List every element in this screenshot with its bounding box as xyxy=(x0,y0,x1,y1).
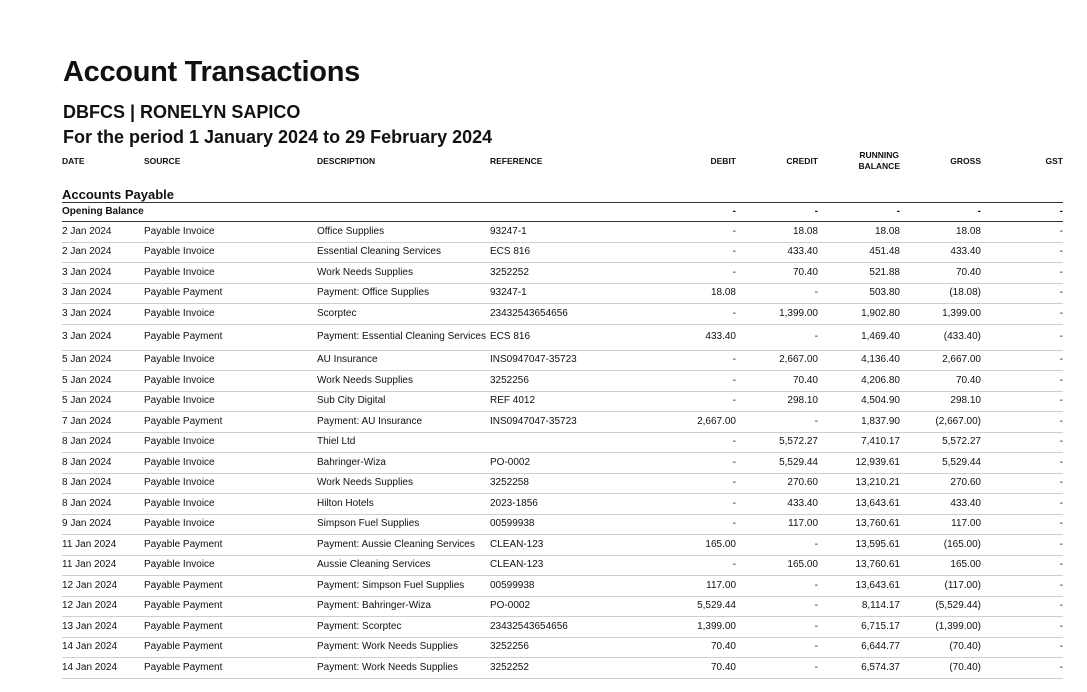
cell-running-balance: 13,643.61 xyxy=(818,576,900,597)
table-row xyxy=(62,596,1063,617)
cell-description: AU Insurance xyxy=(317,350,490,371)
cell-gross: (117.00) xyxy=(900,576,981,597)
cell-gross: (70.40) xyxy=(900,637,981,658)
cell-debit: 165.00 xyxy=(620,535,736,556)
cell-source: Payable Payment xyxy=(144,658,317,679)
cell-credit: 298.10 xyxy=(736,391,818,412)
cell-description: Payment: Work Needs Supplies xyxy=(317,637,490,658)
cell-gst: - xyxy=(981,576,1063,597)
cell-gross: (2,667.00) xyxy=(900,412,981,433)
column-header-description: DESCRIPTION xyxy=(317,155,376,166)
cell-debit: - xyxy=(620,350,736,371)
cell-description: Work Needs Supplies xyxy=(317,371,490,392)
cell-date: 2 Jan 2024 xyxy=(62,222,144,243)
table-row xyxy=(62,473,1063,494)
cell-debit: - xyxy=(620,242,736,263)
table-row xyxy=(62,432,1063,453)
cell-date: 9 Jan 2024 xyxy=(62,514,144,535)
section-title: Accounts Payable xyxy=(62,174,1063,203)
cell-gst: - xyxy=(981,453,1063,474)
cell-gross: (5,529.44) xyxy=(900,596,981,617)
cell-source: Payable Invoice xyxy=(144,371,317,392)
opening-gst: - xyxy=(981,203,1063,222)
cell-date: 5 Jan 2024 xyxy=(62,371,144,392)
cell-running-balance: 1,837.90 xyxy=(818,412,900,433)
cell-reference xyxy=(490,432,620,453)
cell-description: Bahringer-Wiza xyxy=(317,453,490,474)
cell-source: Payable Invoice xyxy=(144,222,317,243)
table-row xyxy=(62,617,1063,638)
cell-running-balance: 8,114.17 xyxy=(818,596,900,617)
cell-credit: 433.40 xyxy=(736,494,818,515)
cell-credit: 270.60 xyxy=(736,473,818,494)
opening-running: - xyxy=(818,203,900,222)
cell-source: Payable Payment xyxy=(144,283,317,304)
cell-gross: 270.60 xyxy=(900,473,981,494)
table-row xyxy=(62,324,1063,350)
cell-credit: - xyxy=(736,324,818,350)
cell-reference: PO-0002 xyxy=(490,453,620,474)
cell-debit: - xyxy=(620,514,736,535)
cell-gst: - xyxy=(981,637,1063,658)
cell-description: Thiel Ltd xyxy=(317,432,490,453)
cell-date: 12 Jan 2024 xyxy=(62,596,144,617)
cell-gross: 5,572.27 xyxy=(900,432,981,453)
cell-reference: 23432543654656 xyxy=(490,617,620,638)
cell-date: 8 Jan 2024 xyxy=(62,432,144,453)
cell-debit: - xyxy=(620,304,736,325)
cell-running-balance: 6,574.37 xyxy=(818,658,900,679)
cell-description: Essential Cleaning Services xyxy=(317,242,490,263)
cell-gross: (433.40) xyxy=(900,324,981,350)
cell-gst: - xyxy=(981,242,1063,263)
cell-description: Payment: Work Needs Supplies xyxy=(317,658,490,679)
cell-credit: - xyxy=(736,596,818,617)
cell-debit: - xyxy=(620,473,736,494)
column-header-date: DATE xyxy=(62,155,85,166)
cell-date: 14 Jan 2024 xyxy=(62,658,144,679)
cell-date: 14 Jan 2024 xyxy=(62,637,144,658)
report-title: Account Transactions xyxy=(63,56,360,88)
cell-debit: - xyxy=(620,453,736,474)
cell-reference: INS0947047-35723 xyxy=(490,350,620,371)
cell-reference: 00599938 xyxy=(490,514,620,535)
table-header-row xyxy=(62,148,1063,174)
cell-date: 3 Jan 2024 xyxy=(62,263,144,284)
cell-reference: PO-0002 xyxy=(490,596,620,617)
cell-gross: 298.10 xyxy=(900,391,981,412)
cell-source: Payable Payment xyxy=(144,535,317,556)
table-row xyxy=(62,637,1063,658)
table-row xyxy=(62,658,1063,679)
opening-balance-row xyxy=(62,203,1063,222)
cell-credit: - xyxy=(736,412,818,433)
cell-debit: 70.40 xyxy=(620,658,736,679)
cell-gross: (1,399.00) xyxy=(900,617,981,638)
cell-debit: - xyxy=(620,391,736,412)
cell-credit: 5,572.27 xyxy=(736,432,818,453)
cell-gst: - xyxy=(981,617,1063,638)
table-row xyxy=(62,576,1063,597)
column-header-gst: GST xyxy=(1045,155,1063,166)
cell-gst: - xyxy=(981,473,1063,494)
column-header-gross: GROSS xyxy=(950,155,981,166)
cell-date: 11 Jan 2024 xyxy=(62,535,144,556)
cell-running-balance: 7,410.17 xyxy=(818,432,900,453)
cell-credit: 70.40 xyxy=(736,263,818,284)
cell-running-balance: 6,644.77 xyxy=(818,637,900,658)
column-header-reference: REFERENCE xyxy=(490,155,543,166)
cell-reference: CLEAN-123 xyxy=(490,555,620,576)
cell-running-balance: 13,760.61 xyxy=(818,514,900,535)
cell-description: Work Needs Supplies xyxy=(317,263,490,284)
cell-source: Payable Invoice xyxy=(144,432,317,453)
cell-running-balance: 12,939.61 xyxy=(818,453,900,474)
cell-reference: 3252256 xyxy=(490,371,620,392)
cell-debit: 433.40 xyxy=(620,324,736,350)
cell-credit: - xyxy=(736,576,818,597)
cell-gst: - xyxy=(981,222,1063,243)
table-row xyxy=(62,304,1063,325)
cell-reference: CLEAN-123 xyxy=(490,535,620,556)
cell-credit: 433.40 xyxy=(736,242,818,263)
cell-gross: (165.00) xyxy=(900,535,981,556)
cell-date: 3 Jan 2024 xyxy=(62,283,144,304)
cell-date: 8 Jan 2024 xyxy=(62,494,144,515)
cell-reference: 3252258 xyxy=(490,473,620,494)
cell-gst: - xyxy=(981,494,1063,515)
cell-date: 8 Jan 2024 xyxy=(62,473,144,494)
table-row xyxy=(62,555,1063,576)
cell-source: Payable Invoice xyxy=(144,473,317,494)
cell-gross: (70.40) xyxy=(900,658,981,679)
cell-running-balance: 4,504.90 xyxy=(818,391,900,412)
cell-running-balance: 13,210.21 xyxy=(818,473,900,494)
cell-gst: - xyxy=(981,412,1063,433)
cell-gross: (18.08) xyxy=(900,283,981,304)
cell-reference: 2023-1856 xyxy=(490,494,620,515)
cell-source: Payable Invoice xyxy=(144,304,317,325)
cell-gross: 70.40 xyxy=(900,371,981,392)
cell-description: Payment: Scorptec xyxy=(317,617,490,638)
table-row xyxy=(62,242,1063,263)
cell-credit: - xyxy=(736,637,818,658)
cell-description: Scorptec xyxy=(317,304,490,325)
cell-gst: - xyxy=(981,350,1063,371)
opening-credit: - xyxy=(736,203,818,222)
cell-date: 13 Jan 2024 xyxy=(62,617,144,638)
cell-source: Payable Payment xyxy=(144,412,317,433)
cell-running-balance: 13,643.61 xyxy=(818,494,900,515)
cell-gst: - xyxy=(981,535,1063,556)
cell-date: 8 Jan 2024 xyxy=(62,453,144,474)
section-row xyxy=(62,174,1063,203)
cell-running-balance: 1,469.40 xyxy=(818,324,900,350)
cell-source: Payable Invoice xyxy=(144,242,317,263)
cell-running-balance: 13,760.61 xyxy=(818,555,900,576)
cell-debit: - xyxy=(620,263,736,284)
table-row xyxy=(62,494,1063,515)
opening-debit: - xyxy=(620,203,736,222)
cell-debit: - xyxy=(620,494,736,515)
cell-source: Payable Invoice xyxy=(144,391,317,412)
cell-gross: 165.00 xyxy=(900,555,981,576)
organisation-line: DBFCS | RONELYN SAPICO xyxy=(63,102,301,122)
cell-description: Payment: AU Insurance xyxy=(317,412,490,433)
cell-debit: 2,667.00 xyxy=(620,412,736,433)
cell-source: Payable Payment xyxy=(144,576,317,597)
cell-gross: 5,529.44 xyxy=(900,453,981,474)
cell-gross: 117.00 xyxy=(900,514,981,535)
cell-gst: - xyxy=(981,432,1063,453)
cell-gross: 70.40 xyxy=(900,263,981,284)
cell-date: 3 Jan 2024 xyxy=(62,324,144,350)
cell-date: 2 Jan 2024 xyxy=(62,242,144,263)
opening-balance-label: Opening Balance xyxy=(62,203,620,222)
table-row xyxy=(62,514,1063,535)
cell-description: Payment: Aussie Cleaning Services xyxy=(317,535,490,556)
cell-debit: - xyxy=(620,432,736,453)
cell-credit: - xyxy=(736,283,818,304)
cell-reference: 93247-1 xyxy=(490,222,620,243)
cell-description: Sub City Digital xyxy=(317,391,490,412)
report-period: For the period 1 January 2024 to 29 February 2024 xyxy=(63,127,493,147)
cell-gst: - xyxy=(981,658,1063,679)
cell-debit: - xyxy=(620,371,736,392)
cell-source: Payable Payment xyxy=(144,596,317,617)
cell-date: 3 Jan 2024 xyxy=(62,304,144,325)
column-header-credit: CREDIT xyxy=(786,155,818,166)
cell-description: Payment: Office Supplies xyxy=(317,283,490,304)
cell-credit: 1,399.00 xyxy=(736,304,818,325)
cell-gst: - xyxy=(981,596,1063,617)
table-row xyxy=(62,391,1063,412)
cell-credit: 2,667.00 xyxy=(736,350,818,371)
cell-debit: 18.08 xyxy=(620,283,736,304)
table-row xyxy=(62,371,1063,392)
table-row xyxy=(62,283,1063,304)
cell-source: Payable Invoice xyxy=(144,453,317,474)
column-header-source: SOURCE xyxy=(144,155,181,166)
cell-description: Office Supplies xyxy=(317,222,490,243)
cell-description: Hilton Hotels xyxy=(317,494,490,515)
table-row xyxy=(62,453,1063,474)
cell-reference: ECS 816 xyxy=(490,242,620,263)
cell-credit: 165.00 xyxy=(736,555,818,576)
cell-source: Payable Invoice xyxy=(144,263,317,284)
column-header-debit: DEBIT xyxy=(710,155,736,166)
cell-reference: 93247-1 xyxy=(490,283,620,304)
cell-credit: - xyxy=(736,535,818,556)
cell-debit: - xyxy=(620,222,736,243)
cell-gross: 1,399.00 xyxy=(900,304,981,325)
cell-running-balance: 451.48 xyxy=(818,242,900,263)
column-header-running-balance xyxy=(818,148,900,174)
cell-source: Payable Payment xyxy=(144,324,317,350)
cell-date: 7 Jan 2024 xyxy=(62,412,144,433)
cell-gst: - xyxy=(981,371,1063,392)
opening-gross: - xyxy=(900,203,981,222)
cell-running-balance: 6,715.17 xyxy=(818,617,900,638)
cell-source: Payable Invoice xyxy=(144,494,317,515)
cell-source: Payable Payment xyxy=(144,637,317,658)
cell-gross: 433.40 xyxy=(900,494,981,515)
cell-debit: 1,399.00 xyxy=(620,617,736,638)
cell-date: 12 Jan 2024 xyxy=(62,576,144,597)
cell-credit: - xyxy=(736,658,818,679)
transactions-table xyxy=(62,148,1063,679)
cell-credit: 70.40 xyxy=(736,371,818,392)
cell-reference: REF 4012 xyxy=(490,391,620,412)
cell-gross: 2,667.00 xyxy=(900,350,981,371)
cell-running-balance: 503.80 xyxy=(818,283,900,304)
cell-running-balance: 4,136.40 xyxy=(818,350,900,371)
cell-reference: ECS 816 xyxy=(490,324,620,350)
cell-gst: - xyxy=(981,283,1063,304)
cell-reference: INS0947047-35723 xyxy=(490,412,620,433)
cell-description: Payment: Essential Cleaning Services xyxy=(317,324,490,350)
cell-gst: - xyxy=(981,263,1063,284)
cell-credit: 18.08 xyxy=(736,222,818,243)
cell-reference: 3252252 xyxy=(490,263,620,284)
cell-gst: - xyxy=(981,324,1063,350)
cell-running-balance: 13,595.61 xyxy=(818,535,900,556)
cell-description: Payment: Bahringer-Wiza xyxy=(317,596,490,617)
cell-gst: - xyxy=(981,391,1063,412)
cell-source: Payable Payment xyxy=(144,617,317,638)
running-balance-label-line2: BALANCE xyxy=(858,161,900,171)
cell-source: Payable Invoice xyxy=(144,350,317,371)
cell-gross: 433.40 xyxy=(900,242,981,263)
cell-gst: - xyxy=(981,555,1063,576)
cell-reference: 3252252 xyxy=(490,658,620,679)
cell-running-balance: 18.08 xyxy=(818,222,900,243)
cell-description: Work Needs Supplies xyxy=(317,473,490,494)
table-row xyxy=(62,222,1063,243)
running-balance-label-line1: RUNNING xyxy=(859,150,900,160)
cell-gst: - xyxy=(981,304,1063,325)
cell-source: Payable Invoice xyxy=(144,555,317,576)
cell-credit: - xyxy=(736,617,818,638)
cell-reference: 23432543654656 xyxy=(490,304,620,325)
cell-reference: 3252256 xyxy=(490,637,620,658)
cell-debit: - xyxy=(620,555,736,576)
cell-running-balance: 4,206.80 xyxy=(818,371,900,392)
cell-debit: 117.00 xyxy=(620,576,736,597)
cell-date: 5 Jan 2024 xyxy=(62,391,144,412)
cell-date: 11 Jan 2024 xyxy=(62,555,144,576)
table-row xyxy=(62,350,1063,371)
cell-description: Simpson Fuel Supplies xyxy=(317,514,490,535)
cell-description: Payment: Simpson Fuel Supplies xyxy=(317,576,490,597)
cell-gst: - xyxy=(981,514,1063,535)
cell-credit: 5,529.44 xyxy=(736,453,818,474)
cell-date: 5 Jan 2024 xyxy=(62,350,144,371)
cell-debit: 5,529.44 xyxy=(620,596,736,617)
cell-gross: 18.08 xyxy=(900,222,981,243)
cell-running-balance: 521.88 xyxy=(818,263,900,284)
cell-debit: 70.40 xyxy=(620,637,736,658)
table-row xyxy=(62,535,1063,556)
cell-credit: 117.00 xyxy=(736,514,818,535)
cell-description: Aussie Cleaning Services xyxy=(317,555,490,576)
table-row xyxy=(62,412,1063,433)
table-row xyxy=(62,263,1063,284)
cell-running-balance: 1,902.80 xyxy=(818,304,900,325)
cell-source: Payable Invoice xyxy=(144,514,317,535)
cell-reference: 00599938 xyxy=(490,576,620,597)
